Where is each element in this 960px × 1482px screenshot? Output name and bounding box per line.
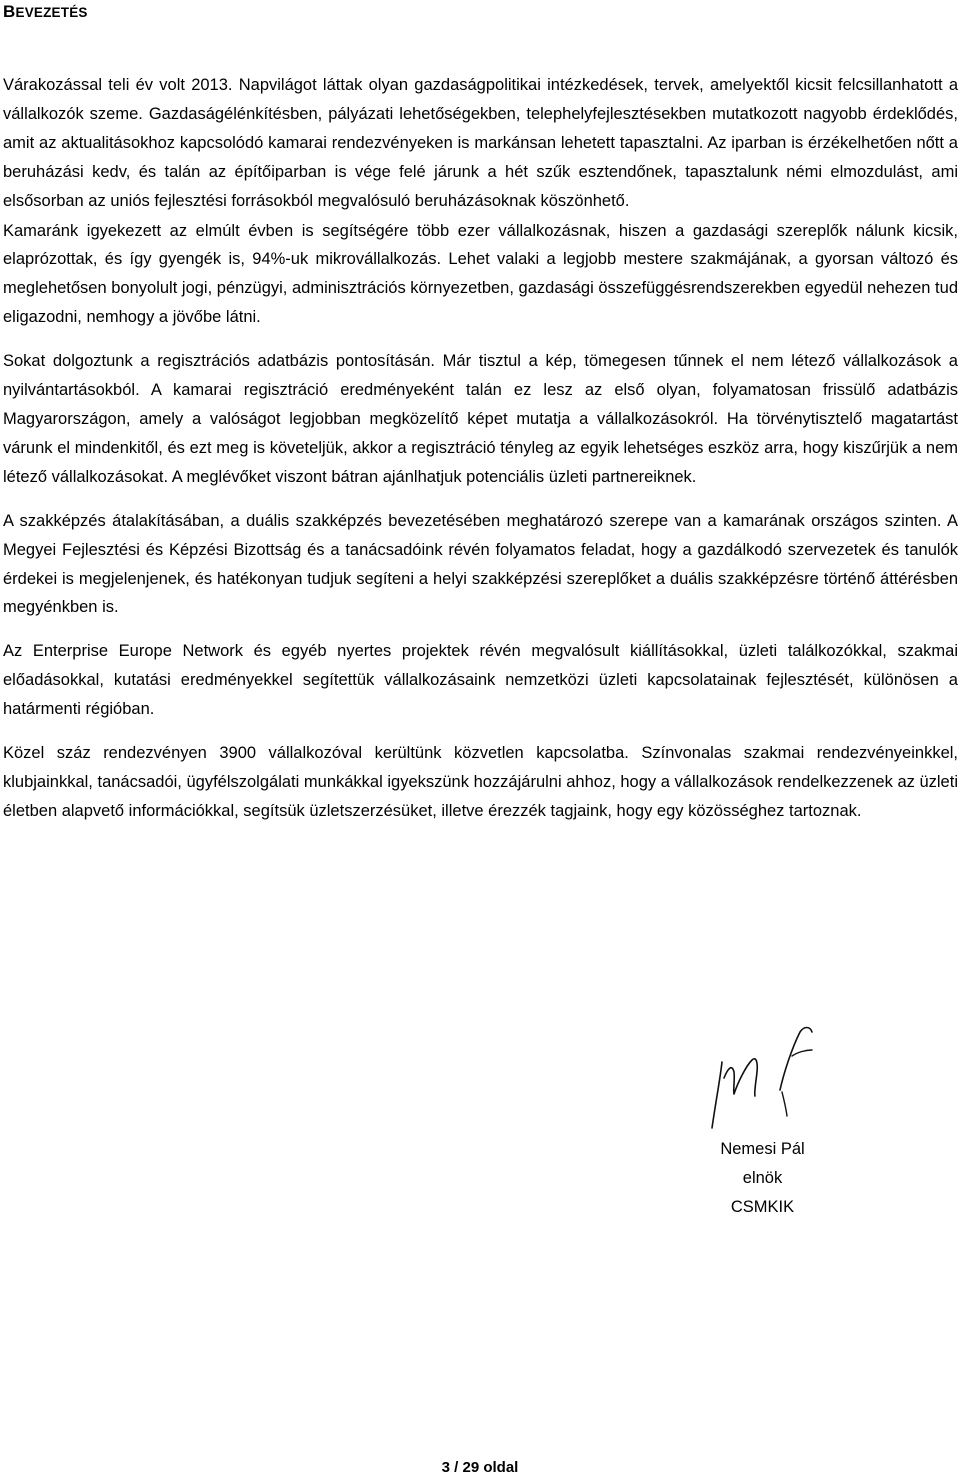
handwritten-signature bbox=[700, 1020, 850, 1135]
paragraph-5: Az Enterprise Europe Network és egyéb nyertes projektek révén megvalósult kiállításokkal, üzleti találkozókkal, szakmai előadásokkal, kutatási eredményekkel segítettük vállalkozásaink nemzetközi üzleti kapcsolatainak fejlesztését, különösen a határmenti régióban. bbox=[3, 642, 958, 719]
paragraph-1: Várakozással teli év volt 2013. Napvilágot láttak olyan gazdaságpolitikai intézkedések, tervek, amelyektől kicsit felcsillanhatott a vállalkozók szeme. Gazdaságélénkítésben, pályázati lehetőségekben, telephelyfejlesztésekben mutatkozott nagyobb érdeklődés, amit az aktualitásokhoz kapcsolódó kamarai rendezvényeken is markánsan lehetett tapasztalni. Az iparban is érzékelhetően nőtt a beruházási kedv, és talán az építőiparban is vége felé járunk a hét szűk esztendőnek, tapasztalunk némi elmozdulást, ami elsősorban az uniós fejlesztési forrásokból megvalósuló beruházásoknak köszönhető. bbox=[3, 76, 958, 210]
section-heading-rest: EVEZETÉS bbox=[15, 5, 88, 20]
signer-name: Nemesi Pál bbox=[720, 1140, 805, 1158]
paragraph-4: A szakképzés átalakításában, a duális szakképzés bevezetésében meghatározó szerepe van a kamarának országos szinten. A Megyei Fejlesztési és Képzési Bizottság és a tanácsadóink révén folyamatos feladat, hogy a gazdálkodó szervezetek és tanulók érdekei is megjelenjenek, és hatékonyan tudjuk segíteni a helyi szakképzési szereplőket a duális szakképzésre történő áttérésben megyénkben is. bbox=[3, 511, 958, 617]
body-text bbox=[3, 71, 958, 841]
page-number: 3 / 29 oldal bbox=[441, 1459, 519, 1476]
paragraph-3: Sokat dolgoztunk a regisztrációs adatbázis pontosításán. Már tisztul a kép, tömegesen tűnnek el nem létező vállalkozások a nyilvántartásokból. A kamarai regisztráció eredményeként talán ez lesz az első olyan, folyamatosan frissülő adatbázis Magyarországon, amely a valóságot legjobban megközelítő képet mutatja a vállalkozásokról. Ha törvénytisztelő magatartást várunk el mindenkitől, és ezt meg is követeljük, akkor a regisztráció tényleg az egyik lehetséges eszköz arra, hogy kiszűrjük a nem létező vállalkozásokat. A meglévőket viszont bátran ajánlhatjuk potenciális üzleti partnereiknek. bbox=[3, 352, 958, 486]
paragraph-2: Kamaránk igyekezett az elmúlt évben is segítségére több ezer vállalkozásnak, hiszen a gazdasági szereplők nálunk kicsik, elaprózottak, és így gyengék is, 94%-uk mikrovállalkozás. Lehet valaki a legjobb mestere szakmájának, a gyorsan változó és meglehetősen bonyolult jogi, pénzügyi, adminisztrációs környezetben, gazdasági összefüggésrendszerekben egyedül nehezen tud eligazodni, nemhogy a jövőbe látni. bbox=[3, 221, 958, 327]
signer-block bbox=[690, 1135, 835, 1222]
signer-organization: CSMKIK bbox=[730, 1198, 795, 1216]
signer-title: elnök bbox=[742, 1169, 783, 1187]
paragraph-6: Közel száz rendezvényen 3900 vállalkozóval kerültünk közvetlen kapcsolatba. Színvonalas szakmai rendezvényeinkkel, klubjainkkal, tanácsadói, ügyfélszolgálati munkákkal igyekszünk hozzájárulni ahhoz, hogy a vállalkozások rendelkezzenek az üzleti életben alapvető információkkal, segítsük üzletszerzésüket, illetve érezzék tagjaink, hogy egy közösséghez tartoznak. bbox=[3, 744, 958, 820]
section-heading bbox=[3, 0, 88, 25]
section-heading-initial: B bbox=[3, 2, 16, 21]
